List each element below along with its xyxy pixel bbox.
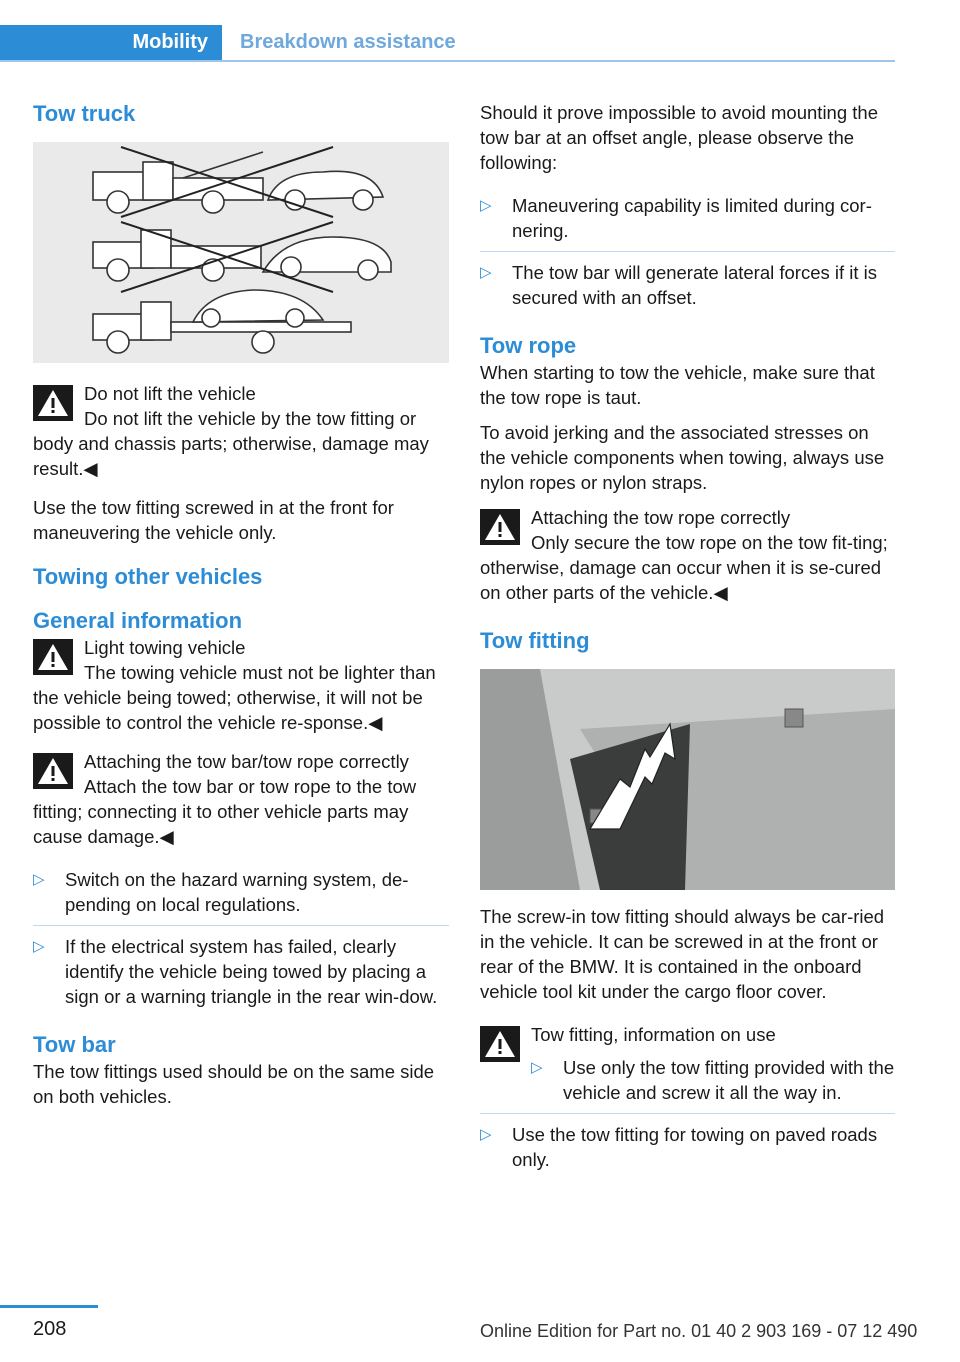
header-tabbar xyxy=(0,25,895,62)
warning-body: Attach the tow bar or tow rope to the tow fitting; connecting it to other vehicle parts may cause damage.◀ xyxy=(33,776,417,847)
warning-body: The towing vehicle must not be lighter than the vehicle being towed; otherwise, it will not be possible to control the vehicle re‐sponse.◀ xyxy=(33,662,436,733)
warning-icon xyxy=(33,753,73,789)
warning-tow-fitting-use xyxy=(480,1022,895,1113)
heading-tow-fitting: Tow fitting xyxy=(480,628,590,653)
paragraph-offset-intro: Should it prove impossible to avoid mounting the tow bar at an offset angle, please observe the following: xyxy=(480,102,878,173)
warning-title: Light towing vehicle xyxy=(84,637,246,658)
tab-mobility[interactable]: Mobility xyxy=(0,25,222,60)
warning-light-towing xyxy=(33,635,449,735)
heading-towing-other-vehicles: Towing other vehicles xyxy=(33,564,263,589)
paragraph-rope-nylon: To avoid jerking and the associated stresses on the vehicle components when towing, always use nylon ropes or nylon straps. xyxy=(480,422,885,493)
list-item: ▷ The tow bar will generate lateral forces if it is secured with an offset. xyxy=(480,262,878,308)
heading-general-information: General information xyxy=(33,608,243,633)
heading-tow-rope: Tow rope xyxy=(480,333,577,358)
warning-do-not-lift xyxy=(33,381,449,481)
warning-title: Attaching the tow bar/tow rope correctly xyxy=(84,751,409,772)
warning-title: Attaching the tow rope correctly xyxy=(531,507,791,528)
header-rule xyxy=(0,60,895,62)
bullet-arrow-icon: ▷ xyxy=(480,1126,492,1143)
bullet-arrow-icon: ▷ xyxy=(531,1059,543,1076)
warning-title: Do not lift the vehicle xyxy=(84,383,256,404)
footer-rule xyxy=(0,1305,98,1308)
bullet-arrow-icon: ▷ xyxy=(33,871,45,888)
list-fitting-usage xyxy=(480,1113,895,1180)
warning-icon xyxy=(480,1026,520,1062)
tow-truck-illustration xyxy=(33,142,449,363)
bullet-arrow-icon: ▷ xyxy=(480,197,492,214)
warning-title: Tow fitting, information on use xyxy=(531,1024,776,1045)
list-item: ▷ Use only the tow fitting provided with the vehicle and screw it all the way in. xyxy=(531,1057,895,1103)
warning-body: Do not lift the vehicle by the tow fitting or body and chassis parts; otherwise, damage may result.◀ xyxy=(33,408,429,479)
bullet-arrow-icon: ▷ xyxy=(480,264,492,281)
list-item: ▷ Switch on the hazard warning system, de‐pending on local regulations. xyxy=(33,859,449,926)
tab-breakdown-assistance[interactable]: Breakdown assistance xyxy=(240,31,456,53)
list-offset-effects xyxy=(480,185,895,318)
warning-body: Only secure the tow rope on the tow fit‐ting; otherwise, damage can occur when it is se‐cured on other parts of the vehicle.◀ xyxy=(480,532,888,603)
tow-fitting-photo xyxy=(480,669,895,890)
left-column xyxy=(33,100,449,1119)
right-column xyxy=(480,100,895,1194)
paragraph-rope-taut: When starting to tow the vehicle, make sure that the tow rope is taut. xyxy=(480,362,875,408)
paragraph-tow-fitting-front: Use the tow fitting screwed in at the front for maneuvering the vehicle only. xyxy=(33,497,394,543)
edition-note: Online Edition for Part no. 01 40 2 903 169 - 07 12 490 xyxy=(480,1321,918,1341)
warning-attaching-tow-bar xyxy=(33,749,449,849)
warning-inner-list xyxy=(531,1047,895,1113)
warning-icon xyxy=(480,509,520,545)
list-item: ▷ If the electrical system has failed, clearly identify the vehicle being towed by placing a sign or a warning triangle in the rear win‐dow. xyxy=(33,936,438,1007)
heading-tow-truck: Tow truck xyxy=(33,101,136,126)
paragraph-tow-bar: The tow fittings used should be on the same side on both vehicles. xyxy=(33,1061,435,1107)
list-item: ▷ Maneuvering capability is limited during cor‐nering. xyxy=(480,185,895,252)
bullet-arrow-icon: ▷ xyxy=(33,938,45,955)
warning-icon xyxy=(33,639,73,675)
warning-attaching-tow-rope xyxy=(480,505,895,605)
list-towing-steps xyxy=(33,859,449,1017)
list-item: ▷ Use the tow fitting for towing on paved roads only. xyxy=(480,1124,878,1170)
heading-tow-bar: Tow bar xyxy=(33,1032,116,1057)
warning-icon xyxy=(33,385,73,421)
page-number: 208 xyxy=(33,1318,67,1340)
paragraph-screw-in-fitting: The screw-in tow fitting should always be car‐ried in the vehicle. It can be screwed in at the front or rear of the BMW. It is contained in the onboard vehicle tool kit under the cargo floor cover. xyxy=(480,906,885,1002)
